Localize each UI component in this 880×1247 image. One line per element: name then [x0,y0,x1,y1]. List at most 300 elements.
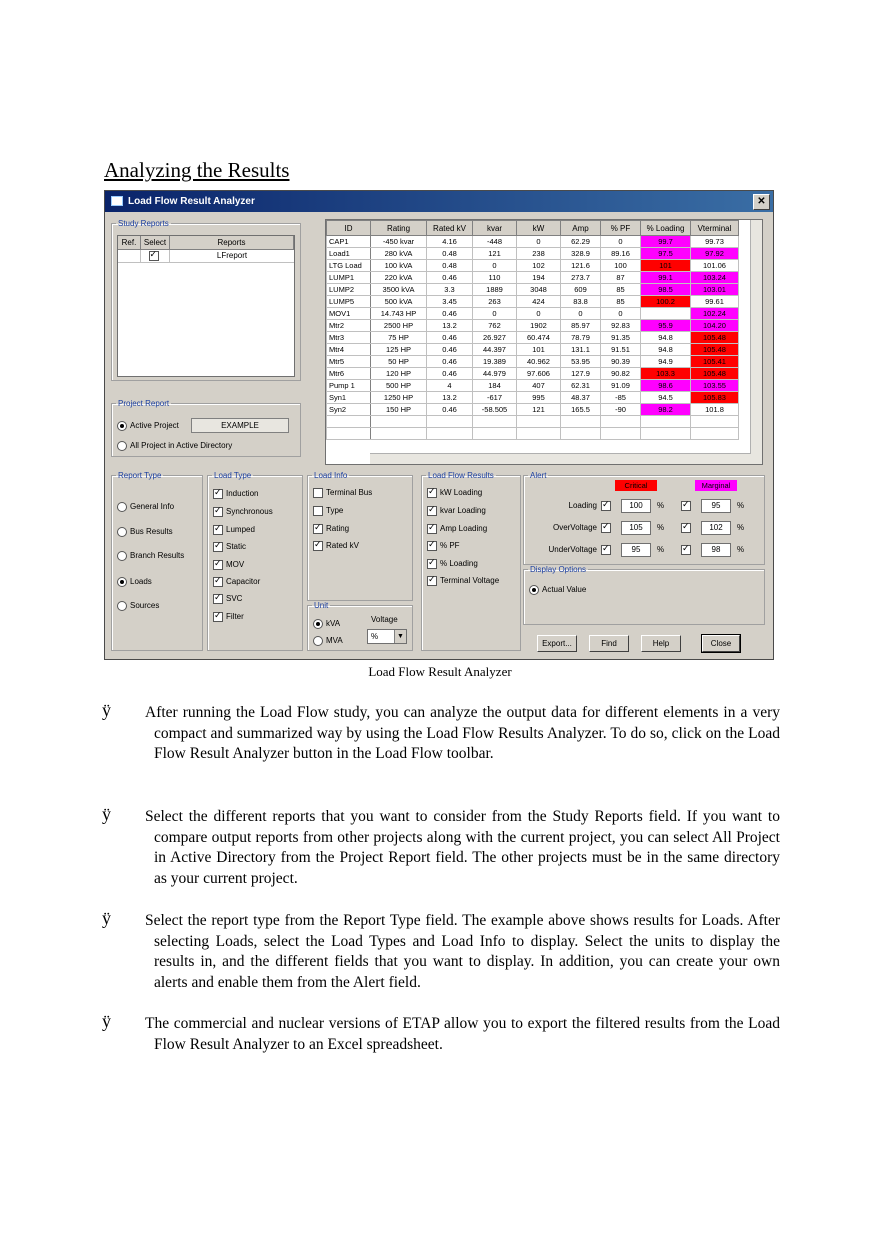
all-projects-label: All Project in Active Directory [130,441,233,451]
grid-cell-pf: 85 [601,284,641,296]
grid-row[interactable] [327,368,739,380]
sources-label: Sources [130,601,160,611]
all-projects-radio[interactable] [117,441,127,451]
lfr-pf[interactable] [427,541,460,551]
kva-radio[interactable] [313,619,323,629]
grid-cell-rating: 1250 HP [371,392,427,404]
grid-row[interactable] [327,392,739,404]
amp-loading-checkbox[interactable] [427,524,437,534]
grid-cell-id: LUMP2 [327,284,371,296]
grid-cell-id: Mtr5 [327,356,371,368]
paragraph-4-text: The commercial and nuclear versions of ETAP allow you to export the filtered results from the Load Flow Result Analyzer to an Excel spreadsheet. [145,1015,780,1053]
grid-cell-loading: 94.8 [641,332,691,344]
grid-cell-rated-kv: 3.45 [427,296,473,308]
grid-cell-amp: 609 [561,284,601,296]
capacitor-label: Capacitor [226,577,261,587]
terminal-voltage-checkbox[interactable] [427,576,437,586]
grid-cell-loading: 98.5 [641,284,691,296]
find-button[interactable]: Find [589,635,629,652]
load-type-mov[interactable] [213,560,244,570]
voltage-label: Voltage [371,615,398,624]
lfr-amp-loading[interactable] [427,524,487,534]
grid-cell-amp: 328.9 [561,248,601,260]
grid-cell-kw: 407 [517,380,561,392]
svc-checkbox[interactable] [213,594,223,604]
grid-cell-amp: 127.9 [561,368,601,380]
grid-col-rating[interactable]: Rating [371,221,427,236]
grid-cell-kvar: 44.979 [473,368,517,380]
all-projects-option[interactable] [117,441,232,451]
study-reports-row[interactable] [118,250,294,263]
grid-cell-amp: 273.7 [561,272,601,284]
synchronous-label: Synchronous [226,507,273,517]
load-type-synchronous[interactable] [213,507,273,517]
report-type-general-info[interactable] [117,502,174,512]
grid-empty-row [327,416,739,428]
filter-checkbox[interactable] [213,612,223,622]
grid-col-amp[interactable]: Amp [561,221,601,236]
grid-row[interactable] [327,260,739,272]
grid-cell-loading: 98.2 [641,404,691,416]
report-type-bus-results[interactable] [117,527,173,537]
grid-cell-kw: 121 [517,404,561,416]
general-info-label: General Info [130,502,175,512]
report-type-group [111,471,203,651]
alert-overvoltage-critical-input[interactable]: 105 [621,521,651,535]
grid-cell-id: Mtr3 [327,332,371,344]
type-label: Type [326,506,344,516]
grid-header-row [327,221,739,236]
alert-undervoltage-marginal-unit: % [737,545,745,554]
load-flow-results-legend: Load Flow Results [428,471,494,480]
grid-cell-pf: -85 [601,392,641,404]
grid-cell-pf: 89.16 [601,248,641,260]
mov-label: MOV [226,560,245,570]
report-name: LFreport [216,251,248,260]
svc-label: SVC [226,594,243,604]
bus-results-label: Bus Results [130,527,173,537]
grid-cell-kw: 102 [517,260,561,272]
kvar-loading-label: kvar Loading [440,506,486,516]
grid-row[interactable] [327,296,739,308]
grid-cell-rating: 3500 kVA [371,284,427,296]
grid-cell-kvar: 110 [473,272,517,284]
rating-checkbox[interactable] [313,524,323,534]
results-grid [325,219,763,465]
alert-overvoltage-critical-unit: % [657,523,665,532]
bullet-2: ÿ [102,804,111,824]
unit-mva-option[interactable] [313,636,343,646]
grid-cell-vterminal: 105.41 [691,356,739,368]
synchronous-checkbox[interactable] [213,507,223,517]
grid-row[interactable] [327,344,739,356]
grid-cell-kvar: 184 [473,380,517,392]
grid-cell-amp: 62.29 [561,236,601,248]
grid-cell-id: Syn1 [327,392,371,404]
active-project-radio[interactable] [117,421,127,431]
grid-cell-rated-kv: 0.46 [427,356,473,368]
terminal-voltage-label: Terminal Voltage [440,576,500,586]
paragraph-4 [145,1014,780,1055]
type-checkbox[interactable] [313,506,323,516]
grid-row[interactable] [327,248,739,260]
alert-undervoltage-critical-unit: % [657,545,665,554]
report-type-sources[interactable] [117,601,159,611]
active-project-option[interactable] [117,421,179,431]
grid-row[interactable] [327,308,739,320]
grid-cell-loading: 94.8 [641,344,691,356]
lfr-kvar-loading[interactable] [427,506,486,516]
grid-row[interactable] [327,332,739,344]
report-select-checkbox[interactable] [149,251,159,261]
display-options-legend: Display Options [530,565,587,574]
report-type-loads[interactable] [117,577,152,587]
grid-cell-id: Mtr2 [327,320,371,332]
lumped-checkbox[interactable] [213,525,223,535]
percent-loading-label: % Loading [440,559,478,569]
grid-cell-loading: 95.9 [641,320,691,332]
loads-radio[interactable] [117,577,127,587]
grid-row[interactable] [327,380,739,392]
grid-cell-kw: 1902 [517,320,561,332]
grid-cell-pf: 92.83 [601,320,641,332]
load-info-rated-kv[interactable] [313,541,359,551]
alert-overvoltage-marginal-input[interactable]: 102 [701,521,731,535]
load-info-type[interactable] [313,506,343,516]
grid-cell-vterminal: 103.01 [691,284,739,296]
grid-cell-pf: -90 [601,404,641,416]
rated-kv-label: Rated kV [326,541,359,551]
induction-checkbox[interactable] [213,489,223,499]
paragraph-1 [145,703,780,765]
grid-col-rated-kv[interactable]: Rated kV [427,221,473,236]
grid-cell-kvar: -58.505 [473,404,517,416]
grid-row[interactable] [327,320,739,332]
grid-cell-pf: 0 [601,236,641,248]
alert-overvoltage-marginal-unit: % [737,523,745,532]
grid-cell-loading: 99.7 [641,236,691,248]
grid-col-kvar[interactable]: kvar [473,221,517,236]
grid-cell-amp: 83.8 [561,296,601,308]
induction-label: Induction [226,489,259,499]
grid-cell-rating: 500 HP [371,380,427,392]
bus-results-radio[interactable] [117,527,127,537]
grid-row[interactable] [327,284,739,296]
grid-cell-kw: 101 [517,344,561,356]
close-icon[interactable]: ✕ [753,194,770,210]
grid-cell-kw: 60.474 [517,332,561,344]
grid-cell-rating: 280 kVA [371,248,427,260]
grid-cell-kw: 97.606 [517,368,561,380]
grid-cell-amp: 53.95 [561,356,601,368]
grid-col-vterminal[interactable]: Vterminal [691,221,739,236]
grid-cell-rated-kv: 13.2 [427,392,473,404]
voltage-unit-select[interactable] [367,629,407,644]
load-flow-analyzer-screenshot [104,190,774,660]
percent-loading-checkbox[interactable] [427,559,437,569]
grid-cell-loading: 99.1 [641,272,691,284]
alert-undervoltage-marginal-input[interactable]: 98 [701,543,731,557]
grid-cell-amp: 78.79 [561,332,601,344]
dialog-titlebar [105,191,773,212]
grid-cell-rating: 50 HP [371,356,427,368]
static-checkbox[interactable] [213,542,223,552]
mva-radio[interactable] [313,636,323,646]
grid-cell-loading: 97.5 [641,248,691,260]
grid-row[interactable] [327,236,739,248]
grid-cell-vterminal: 102.24 [691,308,739,320]
bullet-1: ÿ [102,700,111,720]
grid-cell-kvar: -448 [473,236,517,248]
alert-undervoltage-label: UnderVoltage [548,545,597,554]
grid-cell-rating: 120 HP [371,368,427,380]
close-button[interactable]: Close [702,635,740,652]
rated-kv-checkbox[interactable] [313,541,323,551]
load-type-filter[interactable] [213,612,244,622]
grid-cell-kw: 238 [517,248,561,260]
critical-header: Critical [615,480,657,491]
alert-loading-critical-input[interactable]: 100 [621,499,651,513]
grid-cell-id: Mtr6 [327,368,371,380]
load-info-legend: Load Info [314,471,348,480]
alert-loading-label: Loading [568,501,597,510]
grid-cell-pf: 90.39 [601,356,641,368]
grid-cell-loading: 94.9 [641,356,691,368]
grid-cell-kvar: 44.397 [473,344,517,356]
bullet-4: ÿ [102,1011,111,1031]
grid-cell-pf: 91.35 [601,332,641,344]
load-info-rating[interactable] [313,524,349,534]
grid-cell-vterminal: 105.83 [691,392,739,404]
grid-cell-id: CAP1 [327,236,371,248]
alert-overvoltage-marginal-checkbox[interactable] [681,523,691,533]
sources-radio[interactable] [117,601,127,611]
alert-loading-marginal-input[interactable]: 95 [701,499,731,513]
grid-cell-pf: 87 [601,272,641,284]
grid-cell-vterminal: 105.48 [691,344,739,356]
grid-cell-kw: 0 [517,236,561,248]
paragraph-3 [145,911,780,994]
grid-cell-loading: 103.3 [641,368,691,380]
grid-cell-rated-kv: 0.46 [427,332,473,344]
grid-cell-rating: -450 kvar [371,236,427,248]
grid-col-pf[interactable]: % PF [601,221,641,236]
grid-row[interactable] [327,356,739,368]
grid-cell-rated-kv: 0.46 [427,308,473,320]
amp-loading-label: Amp Loading [440,524,488,534]
grid-cell-rated-kv: 4.16 [427,236,473,248]
paragraph-3-text: Select the report type from the Report Type field. The example above shows results for Loads. After selecting Loads, select the Load Types and Load Info to display. Select the units to display the results in, and the different fields that you want to display. In addition, you can create your own alerts and enable them from the Alert field. [145,912,780,992]
grid-cell-amp: 0 [561,308,601,320]
unit-kva-option[interactable] [313,619,340,629]
alert-overvoltage-critical-checkbox[interactable] [601,523,611,533]
alert-loading-critical-checkbox[interactable] [601,501,611,511]
alert-loading-marginal-checkbox[interactable] [681,501,691,511]
grid-cell-pf: 91.51 [601,344,641,356]
grid-row[interactable] [327,404,739,416]
grid-cell-vterminal: 103.55 [691,380,739,392]
paragraph-2 [145,807,780,890]
export-button[interactable]: Export... [537,635,577,652]
alert-undervoltage-critical-checkbox[interactable] [601,545,611,555]
grid-row[interactable] [327,272,739,284]
grid-col-loading[interactable]: % Loading [641,221,691,236]
marginal-header: Marginal [695,480,737,491]
lfr-kw-loading[interactable] [427,488,482,498]
grid-cell-amp: 121.6 [561,260,601,272]
general-info-radio[interactable] [117,502,127,512]
alert-loading-critical-unit: % [657,501,665,510]
grid-cell-amp: 62.31 [561,380,601,392]
grid-cell-pf: 91.09 [601,380,641,392]
grid-cell-rated-kv: 3.3 [427,284,473,296]
grid-cell-id: Syn2 [327,404,371,416]
grid-cell-rated-kv: 0.46 [427,344,473,356]
load-info-terminal-bus[interactable] [313,488,372,498]
capacitor-checkbox[interactable] [213,577,223,587]
lfr-terminal-voltage[interactable] [427,576,499,586]
voltage-unit-value: % [371,632,379,641]
load-type-induction[interactable] [213,489,258,499]
alert-overvoltage-label: OverVoltage [552,523,597,532]
report-type-branch-results[interactable] [117,551,184,561]
grid-cell-loading: 94.5 [641,392,691,404]
grid-cell-pf: 100 [601,260,641,272]
grid-cell-vterminal: 97.92 [691,248,739,260]
loads-label: Loads [130,577,152,587]
mov-checkbox[interactable] [213,560,223,570]
grid-cell-id: MOV1 [327,308,371,320]
load-type-legend: Load Type [214,471,252,480]
actual-value-radio[interactable] [529,585,539,595]
kva-label: kVA [326,619,341,629]
alert-undervoltage-marginal-checkbox[interactable] [681,545,691,555]
study-reports-header-select: Select [141,236,170,249]
alert-legend: Alert [530,471,547,480]
kw-loading-label: kW Loading [440,488,483,498]
grid-cell-amp: 165.5 [561,404,601,416]
grid-cell-rated-kv: 0.48 [427,248,473,260]
grid-cell-kvar: 26.927 [473,332,517,344]
alert-loading-marginal-unit: % [737,501,745,510]
grid-cell-id: Load1 [327,248,371,260]
grid-cell-rating: 2500 HP [371,320,427,332]
grid-cell-kw: 424 [517,296,561,308]
grid-cell-rating: 125 HP [371,344,427,356]
actual-value-label: Actual Value [542,585,587,595]
grid-cell-amp: 131.1 [561,344,601,356]
kvar-loading-checkbox[interactable] [427,506,437,516]
chevron-down-icon[interactable]: ▼ [394,630,406,643]
grid-cell-amp: 48.37 [561,392,601,404]
grid-cell-vterminal: 103.24 [691,272,739,284]
grid-cell-pf: 85 [601,296,641,308]
grid-cell-kvar: 19.389 [473,356,517,368]
branch-results-radio[interactable] [117,551,127,561]
grid-col-kw[interactable]: kW [517,221,561,236]
unit-legend: Unit [314,601,329,610]
paragraph-2-text: Select the different reports that you want to consider from the Study Reports field. If you want to compare output reports from other projects along with the current project, you can select All Project in Active Directory from the Project Report field. The other projects must be in the same directory as your current project. [145,808,780,888]
terminal-bus-checkbox[interactable] [313,488,323,498]
load-type-capacitor[interactable] [213,577,260,587]
grid-cell-rating: 14.743 HP [371,308,427,320]
grid-cell-vterminal: 105.48 [691,368,739,380]
grid-cell-vterminal: 99.61 [691,296,739,308]
grid-cell-pf: 0 [601,308,641,320]
actual-value-option[interactable] [529,585,586,595]
paragraph-1-text: After running the Load Flow study, you can analyze the output data for different elements in a very compact and summarized way by using the Load Flow Results Analyzer. To do so, click on the Load Flow Result Analyzer button in the Load Flow toolbar. [145,704,780,763]
pf-checkbox[interactable] [427,541,437,551]
grid-empty-row [327,428,739,440]
grid-cell-rated-kv: 4 [427,380,473,392]
grid-cell-loading: 98.6 [641,380,691,392]
grid-cell-kw: 40.962 [517,356,561,368]
grid-cell-rating: 150 HP [371,404,427,416]
grid-cell-kw: 194 [517,272,561,284]
grid-cell-kvar: 0 [473,308,517,320]
pf-label: % PF [440,541,460,551]
grid-cell-kvar: 0 [473,260,517,272]
grid-cell-id: Mtr4 [327,344,371,356]
static-label: Static [226,542,247,552]
grid-cell-kw: 995 [517,392,561,404]
terminal-bus-label: Terminal Bus [326,488,373,498]
grid-cell-loading: 100.2 [641,296,691,308]
load-type-svc[interactable] [213,594,242,604]
grid-cell-rated-kv: 13.2 [427,320,473,332]
rating-label: Rating [326,524,350,534]
grid-cell-vterminal: 101.06 [691,260,739,272]
dialog-title: Load Flow Result Analyzer [128,196,255,207]
load-type-static[interactable] [213,542,246,552]
grid-cell-loading: 101 [641,260,691,272]
load-type-lumped[interactable] [213,525,255,535]
grid-cell-rating: 220 kVA [371,272,427,284]
grid-cell-kvar: -617 [473,392,517,404]
grid-col-id[interactable]: ID [327,221,371,236]
grid-cell-rated-kv: 0.48 [427,260,473,272]
bullet-3: ÿ [102,908,111,928]
filter-label: Filter [226,612,244,622]
grid-cell-vterminal: 101.8 [691,404,739,416]
grid-cell-id: LUMP1 [327,272,371,284]
active-project-label: Active Project [130,421,179,431]
grid-cell-loading [641,308,691,320]
grid-cell-kvar: 762 [473,320,517,332]
grid-cell-kw: 3048 [517,284,561,296]
lumped-label: Lumped [226,525,255,535]
window-icon [111,196,123,206]
grid-cell-pf: 90.82 [601,368,641,380]
display-options-group [523,565,765,625]
grid-cell-kvar: 121 [473,248,517,260]
lfr-percent-loading[interactable] [427,559,478,569]
grid-cell-rated-kv: 0.46 [427,404,473,416]
grid-cell-vterminal: 104.20 [691,320,739,332]
grid-cell-rating: 100 kVA [371,260,427,272]
alert-undervoltage-critical-input[interactable]: 95 [621,543,651,557]
grid-cell-vterminal: 99.73 [691,236,739,248]
kw-loading-checkbox[interactable] [427,488,437,498]
help-button[interactable]: Help [641,635,681,652]
study-reports-table [117,235,295,377]
grid-horizontal-scrollbar[interactable] [370,453,751,464]
study-reports-legend: Study Reports [118,219,169,228]
section-heading: Analyzing the Results [104,158,290,182]
grid-cell-rating: 75 HP [371,332,427,344]
grid-vertical-scrollbar[interactable] [750,220,762,464]
figure-caption: Load Flow Result Analyzer [368,664,512,679]
